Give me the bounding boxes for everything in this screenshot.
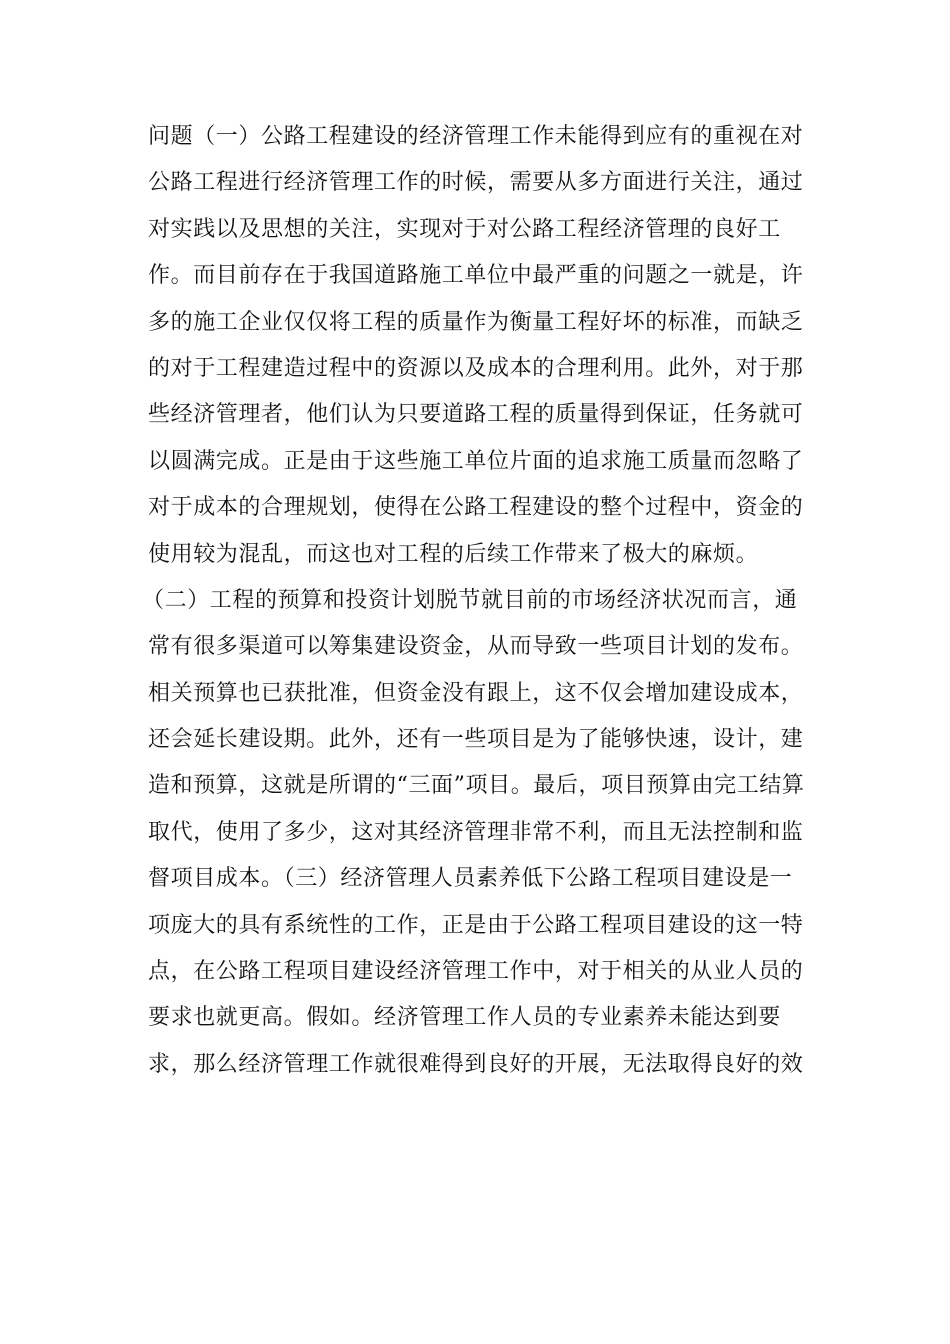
- text-line: 项庞大的具有系统性的工作，正是由于公路工程项目建设的这一特: [148, 912, 804, 938]
- text-line: 还会延长建设期。此外，还有一些项目是为了能够快速，设计，建: [148, 727, 804, 753]
- text-line: 造和预算，这就是所谓的“三面”项目。最后，项目预算由完工结算: [148, 773, 805, 799]
- text-line: 督项目成本。（三）经济管理人员素养低下公路工程项目建设是一: [148, 866, 793, 892]
- text-line: 问题（一）公路工程建设的经济管理工作未能得到应有的重视在对: [148, 124, 804, 149]
- text-line: 的对于工程建造过程中的资源以及成本的合理利用。此外，对于那: [148, 355, 804, 381]
- text-line: 相关预算也已获批准，但资金没有跟上，这不仅会增加建设成本，: [148, 680, 804, 706]
- text-line: 对于成本的合理规划，使得在公路工程建设的整个过程中，资金的: [148, 495, 804, 521]
- text-line: 多的施工企业仅仅将工程的质量作为衡量工程好坏的标准，而缺乏: [148, 309, 804, 335]
- text-line: 对实践以及思想的关注，实现对于对公路工程经济管理的良好工: [148, 216, 781, 242]
- text-line: 作。而目前存在于我国道路施工单位中最严重的问题之一就是，许: [148, 263, 804, 289]
- text-line: 取代，使用了多少，这对其经济管理非常不利，而且无法控制和监: [148, 819, 804, 845]
- text-line: （二）工程的预算和投资计划脱节就目前的市场经济状况而言，通: [142, 587, 798, 613]
- text-line: 使用较为混乱，而这也对工程的后续工作带来了极大的麻烦。: [148, 541, 759, 567]
- text-line: 以圆满完成。正是由于这些施工单位片面的追求施工质量而忽略了: [148, 448, 804, 474]
- text-line: 公路工程进行经济管理工作的时候，需要从多方面进行关注，通过: [148, 170, 804, 196]
- text-line: 要求也就更高。假如。经济管理工作人员的专业素养未能达到要: [148, 1005, 781, 1031]
- text-line: 点，在公路工程项目建设经济管理工作中，对于相关的从业人员的: [148, 959, 804, 985]
- text-line: 些经济管理者，他们认为只要道路工程的质量得到保证，任务就可: [148, 402, 804, 428]
- body-text: [142, 114, 808, 1088]
- text-line: 常有很多渠道可以筹集建设资金，从而导致一些项目计划的发布。: [148, 634, 804, 660]
- text-line: 求，那么经济管理工作就很难得到良好的开展，无法取得良好的效: [148, 1051, 804, 1077]
